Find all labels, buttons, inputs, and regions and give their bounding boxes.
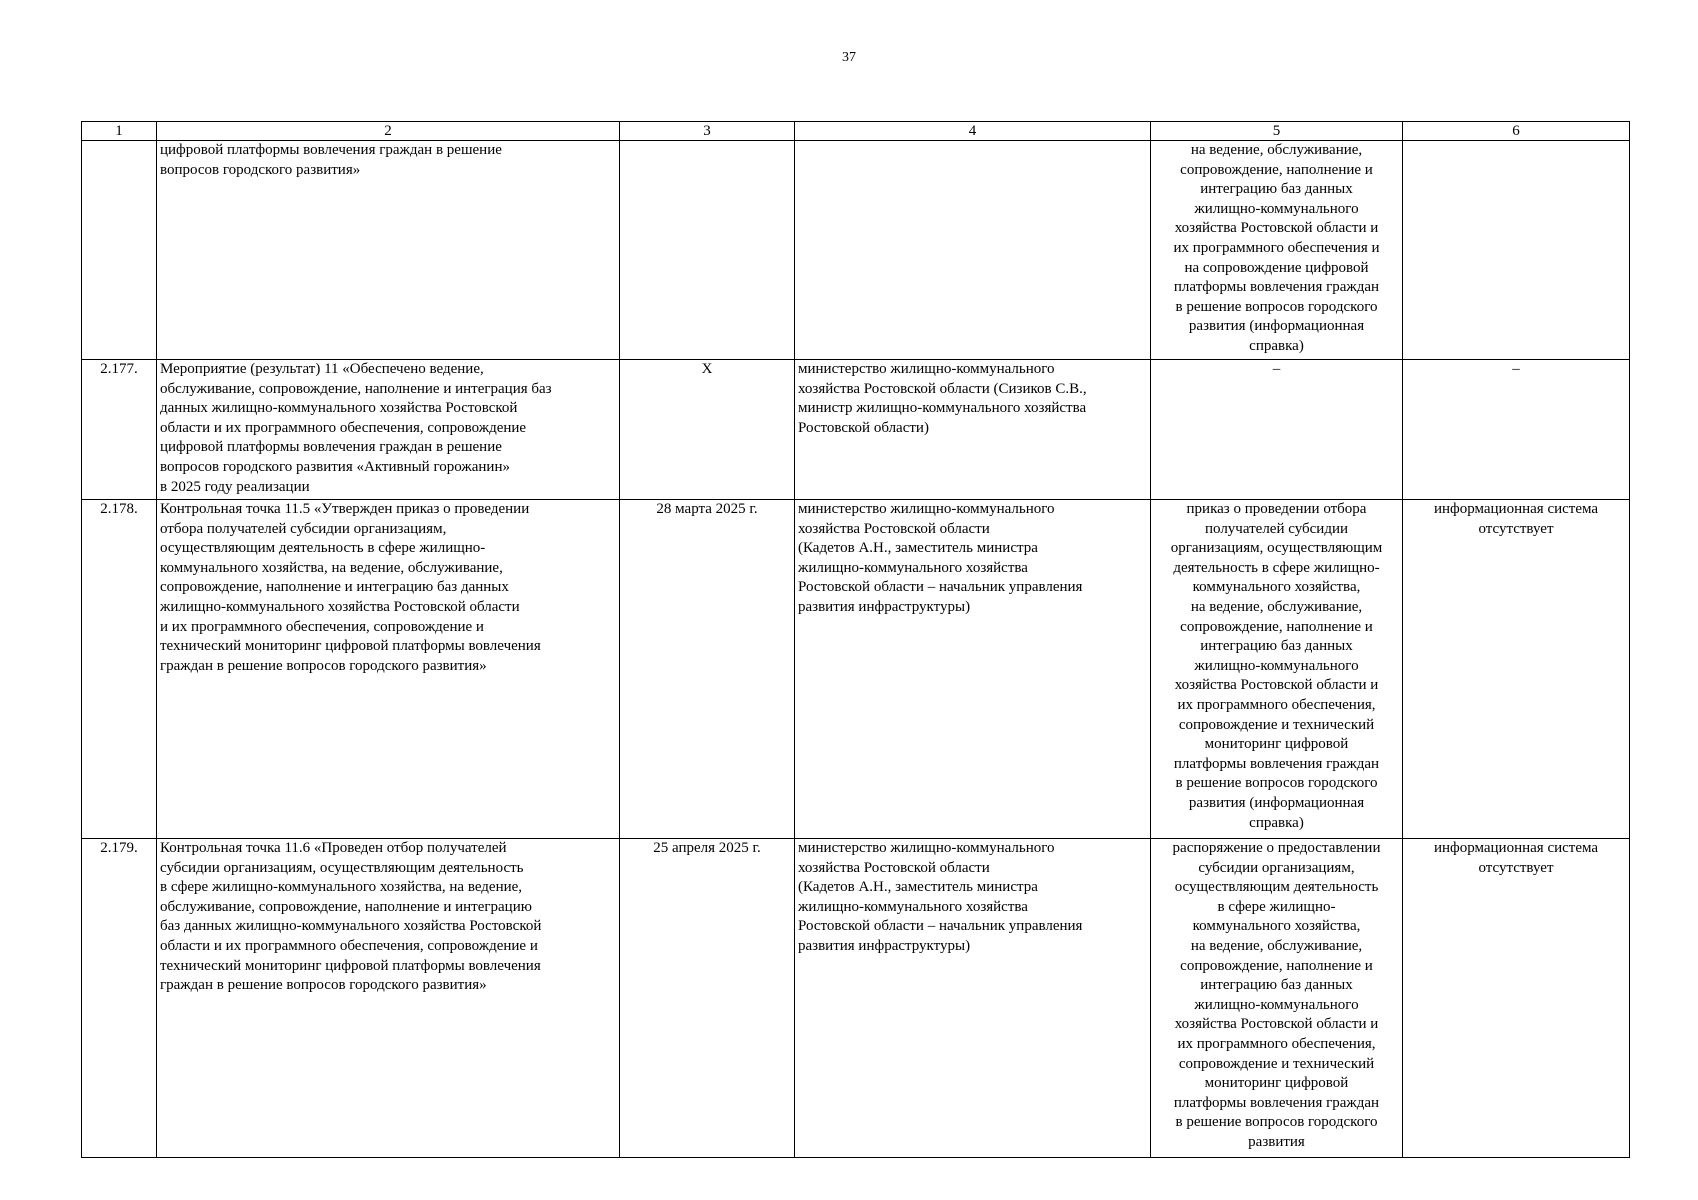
info-system-cell: информационная система отсутствует bbox=[1403, 839, 1630, 1158]
plan-table bbox=[81, 121, 1630, 1158]
info-system-cell: – bbox=[1403, 360, 1630, 500]
header-cell-1: 1 bbox=[82, 122, 157, 141]
header-cell-5: 5 bbox=[1151, 122, 1403, 141]
header-row bbox=[82, 122, 1630, 141]
table-row bbox=[82, 360, 1630, 500]
header-cell-2: 2 bbox=[157, 122, 620, 141]
deadline-cell bbox=[620, 141, 795, 360]
document-cell: – bbox=[1151, 360, 1403, 500]
row-number-cell bbox=[82, 141, 157, 360]
deadline-cell: 28 марта 2025 г. bbox=[620, 500, 795, 839]
event-name-cell: цифровой платформы вовлечения граждан в решение вопросов городского развития» bbox=[157, 141, 620, 360]
row-number-cell: 2.177. bbox=[82, 360, 157, 500]
info-system-cell: информационная система отсутствует bbox=[1403, 500, 1630, 839]
deadline-cell: 25 апреля 2025 г. bbox=[620, 839, 795, 1158]
document-cell: приказ о проведении отбора получателей субсидии организациям, осуществляющим деятельность в сфере жилищно- коммунального хозяйства, на ведение, обслуживание, сопровождение, наполнение и интеграцию баз данных жилищно-коммунального хозяйства Ростовской области и их программного обеспечения, сопровождение и технический мониторинг цифровой платформы вовлечения граждан в решение вопросов городского развития (информационная справка) bbox=[1151, 500, 1403, 839]
document-cell: распоряжение о предоставлении субсидии организациям, осуществляющим деятельность в сфере жилищно- коммунального хозяйства, на ведение, обслуживание, сопровождение, наполнение и интеграцию баз данных жилищно-коммунального хозяйства Ростовской области и их программного обеспечения, сопровождение и технический мониторинг цифровой платформы вовлечения граждан в решение вопросов городского развития bbox=[1151, 839, 1403, 1158]
info-system-cell bbox=[1403, 141, 1630, 360]
responsible-cell: министерство жилищно-коммунального хозяйства Ростовской области (Сизиков С.В., министр жилищно-коммунального хозяйства Ростовской области) bbox=[795, 360, 1151, 500]
event-name-cell: Контрольная точка 11.5 «Утвержден приказ о проведении отбора получателей субсидии организациям, осуществляющим деятельность в сфере жилищно- коммунального хозяйства, на ведение, обслуживание, сопровождение, наполнение и интеграцию баз данных жилищно-коммунального хозяйства Ростовской области и их программного обеспечения, сопровождение и технический мониторинг цифровой платформы вовлечения граждан в решение вопросов городского развития» bbox=[157, 500, 620, 839]
table-row bbox=[82, 500, 1630, 839]
row-number-cell: 2.178. bbox=[82, 500, 157, 839]
row-number-cell: 2.179. bbox=[82, 839, 157, 1158]
header-cell-4: 4 bbox=[795, 122, 1151, 141]
responsible-cell bbox=[795, 141, 1151, 360]
table-row bbox=[82, 839, 1630, 1158]
responsible-cell: министерство жилищно-коммунального хозяйства Ростовской области (Кадетов А.Н., заместитель министра жилищно-коммунального хозяйства Ростовской области – начальник управления развития инфраструктуры) bbox=[795, 500, 1151, 839]
table-row bbox=[82, 141, 1630, 360]
deadline-cell: X bbox=[620, 360, 795, 500]
event-name-cell: Контрольная точка 11.6 «Проведен отбор получателей субсидии организациям, осуществляющим деятельность в сфере жилищно-коммунального хозяйства, на ведение, обслуживание, сопровождение, наполнение и интеграцию баз данных жилищно-коммунального хозяйства Ростовской области и их программного обеспечения, сопровождение и технический мониторинг цифровой платформы вовлечения граждан в решение вопросов городского развития» bbox=[157, 839, 620, 1158]
responsible-cell: министерство жилищно-коммунального хозяйства Ростовской области (Кадетов А.Н., заместитель министра жилищно-коммунального хозяйства Ростовской области – начальник управления развития инфраструктуры) bbox=[795, 839, 1151, 1158]
page-number: 37 bbox=[842, 50, 856, 65]
event-name-cell: Мероприятие (результат) 11 «Обеспечено ведение, обслуживание, сопровождение, наполнение и интеграция баз данных жилищно-коммунального хозяйства Ростовской области и их программного обеспечения, сопровождение цифровой платформы вовлечения граждан в решение вопросов городского развития «Активный горожанин» в 2025 году реализации bbox=[157, 360, 620, 500]
document-cell: на ведение, обслуживание, сопровождение, наполнение и интеграцию баз данных жилищно-коммунального хозяйства Ростовской области и их программного обеспечения и на сопровождение цифровой платформы вовлечения граждан в решение вопросов городского развития (информационная справка) bbox=[1151, 141, 1403, 360]
header-cell-6: 6 bbox=[1403, 122, 1630, 141]
header-cell-3: 3 bbox=[620, 122, 795, 141]
